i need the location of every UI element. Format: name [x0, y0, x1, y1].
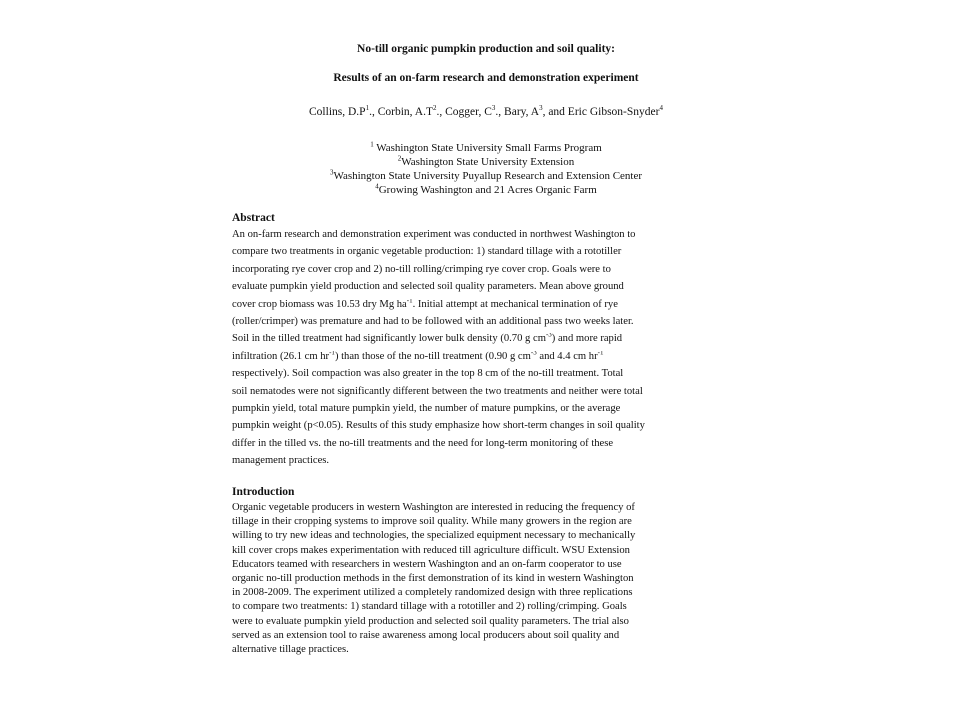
superscript: -1 [329, 350, 335, 357]
affiliation: $^3$Washington State University Puyallup Research and Extension Center [329, 168, 643, 182]
abstract-text: pumpkin yield, total mature pumpkin yield, the number of mature pumpkins, or the average [232, 403, 621, 414]
introduction-line: alternative tillage practices. [232, 644, 349, 655]
introduction-line: kill cover crops makes experimentation with reduced till agriculture difficult. WSU Extension [232, 544, 630, 556]
introduction-line: Organic vegetable producers in western Washington are interested in reducing the frequency of [232, 502, 635, 513]
abstract-text: soil nematodes were not significantly different between the two treatments and neither were total [232, 385, 643, 397]
abstract-line [232, 420, 742, 431]
abstract-text: Soil in the tilled treatment had significantly lower bulk density (0.70 g cm [232, 333, 546, 345]
affiliation-list [230, 141, 742, 197]
abstract-text: and 4.4 cm hr [536, 350, 598, 362]
abstract-text: management practices. [232, 455, 330, 467]
abstract-line [232, 264, 742, 275]
author: ., Cogger, $C^3$ [436, 104, 496, 118]
abstract-line [232, 246, 742, 257]
introduction-line: tillage in their cropping systems to improve soil quality. While many growers in the region are [232, 516, 632, 528]
abstract-line [232, 316, 742, 327]
abstract-line [232, 403, 742, 414]
introduction-line: were to evaluate pumpkin yield production and selected soil quality parameters. The trial also [232, 615, 629, 627]
author: Collins, $D.P^1$ [309, 104, 370, 118]
superscript: -1 [406, 298, 413, 305]
abstract-text: infiltration (26.1 cm hr [232, 350, 330, 362]
author: ., Bary, $A^3$ [495, 104, 543, 118]
abstract-text: ) and more rapid [551, 333, 623, 345]
introduction-line: willing to try new ideas and technologies, the specialized equipment necessary to mechanically [232, 530, 636, 542]
abstract-line [232, 281, 742, 292]
abstract-text: differ in the tilled vs. the no-till treatments and the need for long-term monitoring of these [232, 437, 614, 449]
paper-title-line-2: Results of an on-farm research and demonstration experiment [333, 72, 639, 84]
introduction-line: served as an extension tool to raise awareness among local producers about soil quality and [232, 629, 620, 641]
abstract-line [232, 351, 742, 362]
paper-title-line-1: No-till organic pumpkin production and soil quality: [357, 43, 615, 55]
abstract-heading: Abstract [232, 212, 275, 224]
abstract-line [232, 299, 742, 310]
introduction-line: organic no-till production methods in the first demonstration of its kind in western Washington [232, 573, 634, 584]
superscript: -3 [530, 350, 537, 357]
author: ., Corbin, $A.T^2$ [369, 104, 437, 118]
introduction-heading: Introduction [232, 486, 295, 498]
abstract-text: ) than those of the no-till treatment (0.90 g cm [334, 350, 531, 362]
abstract-text: An on-farm research and demonstration experiment was conducted in northwest Washington to [232, 229, 636, 240]
abstract-line [232, 386, 742, 397]
abstract-text: evaluate pumpkin yield production and selected soil quality parameters. Mean above ground [232, 281, 624, 293]
abstract-line [232, 438, 742, 449]
abstract-line [232, 333, 742, 344]
abstract-line [232, 455, 742, 466]
introduction-line: in 2008-2009. The experiment utilized a completely randomized design with three replications [232, 587, 633, 599]
abstract-line [232, 229, 742, 240]
author-list [230, 106, 742, 118]
introduction-line: to compare two treatments: 1) standard tillage with a rototiller and 2) rolling/crimping. Goals [232, 601, 627, 613]
abstract-line [232, 368, 742, 379]
superscript: -1 [597, 350, 604, 357]
affiliation: $^1$ Washington State University Small Farms Program [370, 140, 602, 154]
affiliation: $^2$Washington State University Extension [397, 154, 575, 168]
author: , and Eric Gibson-Snyder$^4$ [542, 104, 663, 118]
abstract-text: (roller/crimper) was premature and had to be followed with an additional pass two weeks later. [232, 316, 634, 327]
abstract-text: pumpkin weight (p<0.05). Results of this study emphasize how short-term changes in soil quality [232, 420, 645, 432]
abstract-text: . Initial attempt at mechanical termination of rye [412, 298, 618, 310]
affiliation: $^4$Growing Washington and 21 Acres Organic Farm [375, 182, 597, 196]
abstract-text: respectively). Soil compaction was also greater in the top 8 cm of the no-till treatment. Total [232, 368, 624, 380]
introduction-line: Educators teamed with researchers in western Washington and an on-farm cooperator to use [232, 558, 622, 570]
abstract-text: cover crop biomass was 10.53 dry Mg ha [232, 298, 407, 310]
abstract-text: incorporating rye cover crop and 2) no-till rolling/crimping rye cover crop. Goals were to [232, 263, 611, 275]
abstract-text: compare two treatments in organic vegetable production: 1) standard tillage with a rototiller [232, 246, 622, 258]
superscript: -3 [545, 333, 552, 339]
